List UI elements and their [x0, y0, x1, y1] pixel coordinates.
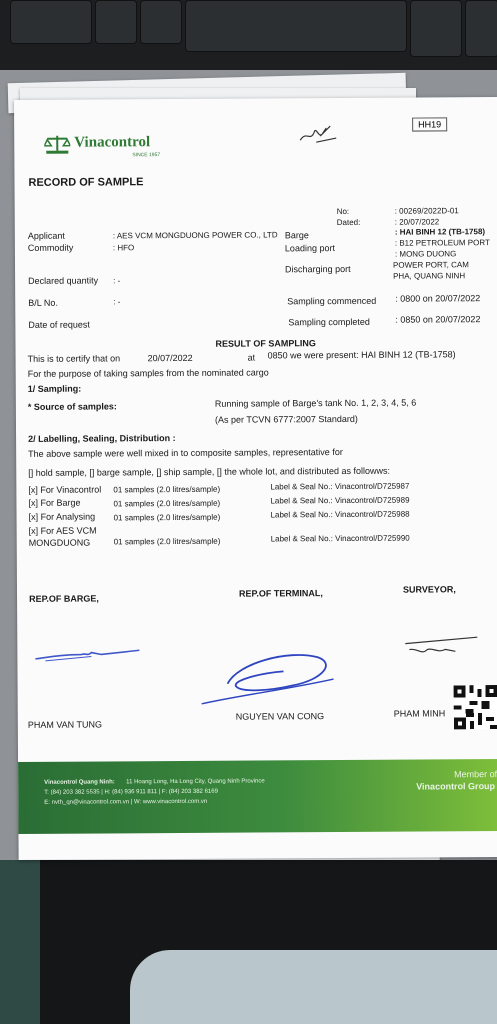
record-of-sample-document: [14, 97, 497, 860]
keyboard-spacebar: [185, 0, 407, 52]
distribution-who: [x] For Barge: [28, 497, 81, 508]
distribution-qty: 01 samples (2.0 litres/sample): [113, 512, 221, 523]
distribution-who: [x] For AES VCM: [28, 525, 97, 536]
distribution-seal: Label & Seal No.: Vinacontrol/D725988: [270, 509, 410, 520]
declared-quantity-value: : -: [113, 276, 121, 286]
dated-label: Dated:: [336, 217, 361, 228]
date-of-request-label: Date of request: [28, 319, 90, 330]
signature-terminal-icon: [197, 643, 347, 714]
footer-address: 11 Hoang Long, Ha Long City, Quang Ninh Province: [126, 778, 265, 786]
chair-fabric: [0, 860, 40, 1024]
certify-rest: 0850 we were present: HAI BINH 12 (TB-1758): [267, 349, 456, 361]
bl-no-value: : -: [113, 297, 121, 307]
keyboard-key: [140, 0, 182, 44]
options-text: [] hold sample, [] barge sample, [] ship sample, [] the whole lot, and distributed as followws:: [28, 465, 390, 478]
brand-since: SINCE 1957: [132, 152, 161, 159]
distribution-qty: 01 samples (2.0 litres/sample): [113, 484, 221, 495]
source-standard: (As per TCVN 6777:2007 Standard): [214, 413, 358, 425]
document-footer: [18, 759, 497, 834]
section-labelling: 2/ Labelling, Sealing, Distribution :: [28, 433, 176, 444]
section-sampling: 1/ Sampling:: [27, 383, 82, 394]
keyboard: [0, 0, 497, 78]
handwritten-initials-icon: [296, 122, 340, 146]
signature-barge-icon: [31, 644, 141, 665]
rep-barge-title: REP.OF BARGE,: [29, 593, 99, 604]
distribution-qty: 01 samples (2.0 litres/sample): [113, 498, 221, 509]
rep-barge-name: PHAM VAN TUNG: [27, 719, 103, 730]
no-label: No:: [336, 206, 350, 217]
keyboard-key: [410, 0, 462, 57]
scales-icon: [44, 133, 70, 155]
keyboard-key: [10, 0, 92, 44]
barge-label: Barge: [284, 230, 309, 241]
distribution-who: MONGDUONG: [28, 537, 91, 548]
loading-port-value: : B12 PETROLEUM PORT: [394, 238, 490, 248]
dated-value: : 20/07/2022: [394, 217, 440, 227]
discharging-port-label: Discharging port: [285, 263, 351, 275]
keyboard-key: [95, 0, 137, 44]
bl-no-label: B/L No.: [28, 297, 58, 308]
purpose-text: For the purpose of taking samples from the nominated cargo: [27, 367, 269, 379]
footer-member-of: Member of: [454, 769, 497, 780]
footer-phones: T: (84) 203 382 5535 | H: (84) 936 911 811 | F: (84) 203 382 6169: [44, 788, 218, 796]
certify-at: at: [247, 352, 256, 363]
barge-value: : HAI BINH 12 (TB-1758): [394, 227, 486, 237]
sampling-completed-value: : 0850 on 20/07/2022: [395, 314, 481, 325]
source-value: Running sample of Barge's tank No. 1, 2, 3, 4, 5, 6: [214, 397, 417, 409]
brand-name: Vinacontrol: [74, 134, 151, 151]
form-code: HH19: [412, 117, 447, 131]
declared-quantity-label: Declared quantity: [28, 275, 99, 286]
footer-group: Vinacontrol Group: [416, 781, 496, 792]
vinacontrol-logo: [44, 133, 70, 160]
footer-contact: E: nvth_qn@vinacontrol.com.vn | W: www.vinacontrol.com.vn: [44, 798, 208, 806]
certify-text: This is to certify that on: [27, 353, 121, 364]
source-label: * Source of samples:: [27, 401, 117, 412]
discharging-port-value: POWER PORT, CAM: [392, 260, 469, 270]
commodity-value: : HFO: [112, 243, 135, 253]
surveyor-title: SURVEYOR,: [402, 584, 456, 595]
sampling-commenced-label: Sampling commenced: [287, 295, 377, 307]
shirt-sleeve: [130, 950, 497, 1024]
applicant-value: : AES VCM MONGDUONG POWER CO., LTD: [112, 230, 278, 241]
page-title: RECORD OF SAMPLE: [28, 176, 144, 189]
signature-surveyor-icon: [403, 635, 483, 661]
distribution-seal: Label & Seal No.: Vinacontrol/D725989: [270, 495, 410, 506]
discharging-port-value: : MONG DUONG: [394, 249, 457, 259]
distribution-who: [x] For Analysing: [28, 511, 96, 522]
loading-port-label: Loading port: [284, 243, 335, 254]
sampling-commenced-value: : 0800 on 20/07/2022: [395, 293, 481, 304]
certify-date: 20/07/2022: [147, 352, 193, 364]
footer-office: Vinacontrol Quang Ninh:: [44, 779, 115, 786]
mixed-text: The above sample were well mixed in to composite samples, representative for: [28, 446, 343, 459]
discharging-port-value: PHA, QUANG NINH: [393, 271, 466, 281]
distribution-seal: Label & Seal No.: Vinacontrol/D725990: [270, 533, 410, 544]
surveyor-name: PHAM MINH: [393, 708, 446, 719]
distribution-qty: 01 samples (2.0 litres/sample): [113, 536, 221, 547]
distribution-seal: Label & Seal No.: Vinacontrol/D725987: [270, 481, 410, 492]
sampling-completed-label: Sampling completed: [288, 316, 370, 328]
applicant-label: Applicant: [27, 230, 65, 241]
rep-terminal-name: NGUYEN VAN CONG: [235, 711, 325, 722]
keyboard-key: [465, 0, 497, 57]
section-heading: RESULT OF SAMPLING: [215, 338, 316, 349]
no-value: : 00269/2022D-01: [394, 206, 459, 216]
distribution-who: [x] For Vinacontrol: [28, 484, 102, 495]
rep-terminal-title: REP.OF TERMINAL,: [238, 588, 323, 599]
qr-code-icon: [454, 685, 497, 729]
commodity-label: Commodity: [27, 242, 74, 253]
